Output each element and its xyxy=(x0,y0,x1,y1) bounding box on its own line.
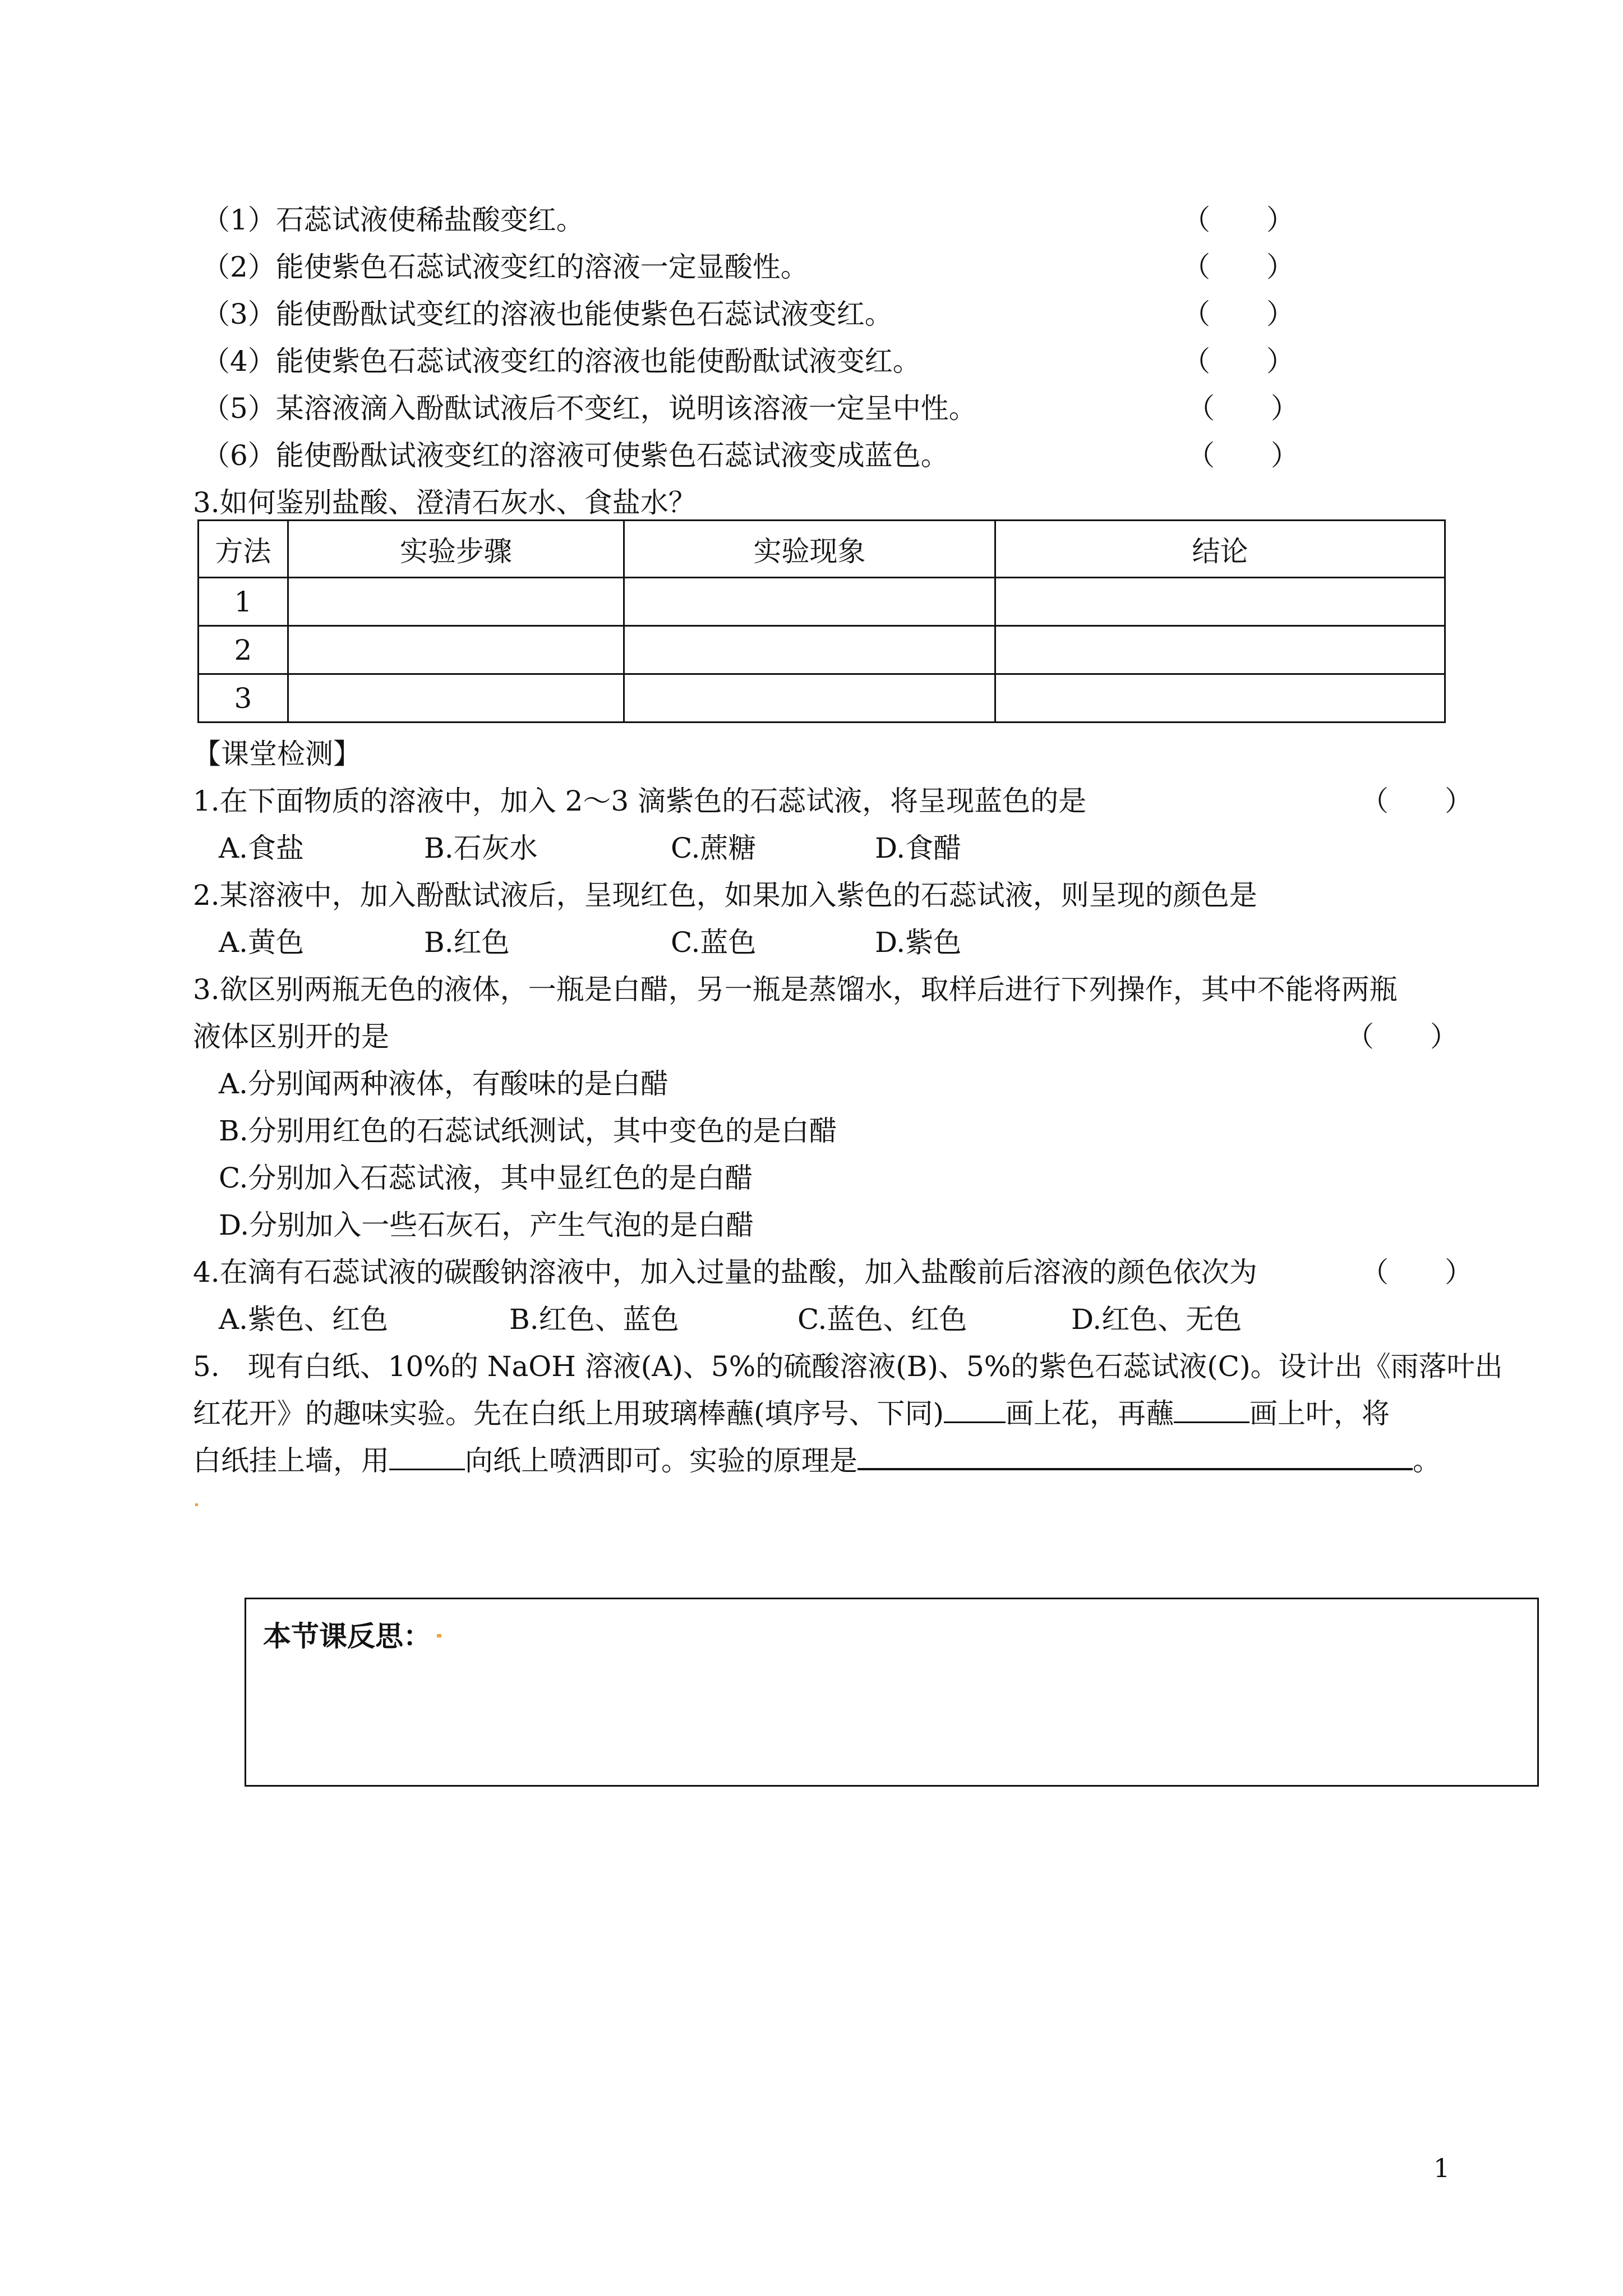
phenomenon-cell[interactable] xyxy=(624,578,995,626)
flower-reagent-blank[interactable] xyxy=(944,1397,1006,1423)
principle-blank[interactable] xyxy=(857,1443,1413,1470)
stray-dot xyxy=(195,1503,198,1506)
question-3-answer[interactable]: （ ） xyxy=(1346,1020,1458,1053)
judgment-answer-4[interactable]: （ ） xyxy=(1182,345,1294,378)
question-1-option-d[interactable]: D.食醋 xyxy=(875,832,962,864)
judgment-answer-6[interactable]: （ ） xyxy=(1187,439,1299,472)
question-4-text: 4.在滴有石蕊试液的碳酸钠溶液中，加入过量的盐酸，加入盐酸前后溶液的颜色依次为 xyxy=(193,1256,1257,1289)
conclusion-cell[interactable] xyxy=(995,626,1445,674)
judgment-item-5: （5）某溶液滴入酚酞试液后不变红，说明该溶液一定呈中性。 xyxy=(202,392,977,425)
reflection-box[interactable] xyxy=(245,1598,1539,1787)
question-2-option-d[interactable]: D.紫色 xyxy=(875,926,962,959)
judgment-answer-3[interactable]: （ ） xyxy=(1182,298,1294,330)
header-conclusion: 结论 xyxy=(995,521,1445,578)
judgment-item-3: （3）能使酚酞试变红的溶液也能使紫色石蕊试液变红。 xyxy=(202,298,893,330)
question-2-option-a[interactable]: A.黄色 xyxy=(219,926,305,959)
table-row xyxy=(199,578,1445,626)
question-3-option-d[interactable]: D.分别加入一些石灰石，产生气泡的是白醋 xyxy=(219,1209,754,1241)
question-3-option-b[interactable]: B.分别用红色的石蕊试纸测试，其中变色的是白醋 xyxy=(219,1115,837,1147)
question-4-option-d[interactable]: D.红色、无色 xyxy=(1071,1303,1242,1336)
question-4-option-c[interactable]: C.蓝色、红色 xyxy=(797,1303,967,1336)
question-5-line-2-part-b: 画上花，再蘸 xyxy=(1006,1397,1174,1430)
question-1-option-a[interactable]: A.食盐 xyxy=(219,832,305,864)
leaf-reagent-blank[interactable] xyxy=(1174,1397,1249,1423)
section-title: 【课堂检测】 xyxy=(193,738,361,770)
table-row xyxy=(199,626,1445,674)
q3-identify-title: 3.如何鉴别盐酸、澄清石灰水、食盐水？ xyxy=(193,486,697,519)
table-row xyxy=(199,674,1445,723)
conclusion-cell[interactable] xyxy=(995,674,1445,723)
question-5-line-3-part-c: 。 xyxy=(1413,1444,1441,1477)
judgment-item-2: （2）能使紫色石蕊试液变红的溶液一定显酸性。 xyxy=(202,251,809,283)
question-1-option-c[interactable]: C.蔗糖 xyxy=(671,832,757,864)
steps-cell[interactable] xyxy=(288,578,624,626)
question-5-text-line-1: 5. 现有白纸、10%的 NaOH 溶液(A)、5%的硫酸溶液(B)、5%的紫色石蕊试液(C)。设计出《雨落叶出 xyxy=(193,1350,1503,1383)
judgment-answer-1[interactable]: （ ） xyxy=(1182,204,1294,236)
phenomenon-cell[interactable] xyxy=(624,626,995,674)
stray-dot xyxy=(437,1634,441,1637)
phenomenon-cell[interactable] xyxy=(624,674,995,723)
question-3-option-c[interactable]: C.分别加入石蕊试液，其中显红色的是白醋 xyxy=(219,1162,753,1194)
header-method: 方法 xyxy=(199,521,288,578)
question-4-option-b[interactable]: B.红色、蓝色 xyxy=(509,1303,679,1336)
conclusion-cell[interactable] xyxy=(995,578,1445,626)
header-steps: 实验步骤 xyxy=(288,521,624,578)
judgment-answer-5[interactable]: （ ） xyxy=(1187,392,1299,425)
judgment-item-1: （1）石蕊试液使稀盐酸变红。 xyxy=(202,204,584,236)
question-5-text-line-2 xyxy=(193,1396,1390,1432)
question-5-line-3-part-a: 白纸挂上墙，用 xyxy=(193,1444,389,1477)
question-5-line-2-part-a: 红花开》的趣味实验。先在白纸上用玻璃棒蘸(填序号、下同) xyxy=(193,1397,944,1430)
row-number: 1 xyxy=(199,578,288,626)
question-2-option-b[interactable]: B.红色 xyxy=(424,926,510,959)
judgment-answer-2[interactable]: （ ） xyxy=(1182,251,1294,283)
question-2-option-c[interactable]: C.蓝色 xyxy=(671,926,757,959)
row-number: 3 xyxy=(199,674,288,723)
header-phenomenon: 实验现象 xyxy=(624,521,995,578)
page-number: 1 xyxy=(1433,2153,1450,2183)
question-4-answer[interactable]: （ ） xyxy=(1361,1256,1473,1289)
question-5-text-line-3 xyxy=(193,1443,1441,1479)
judgment-item-4: （4）能使紫色石蕊试液变红的溶液也能使酚酞试液变红。 xyxy=(202,345,921,378)
steps-cell[interactable] xyxy=(288,626,624,674)
question-5-line-3-part-b: 向纸上喷洒即可。实验的原理是 xyxy=(465,1444,857,1477)
question-2-text: 2.某溶液中，加入酚酞试液后，呈现红色，如果加入紫色的石蕊试液，则呈现的颜色是 xyxy=(193,879,1257,912)
question-1-answer[interactable]: （ ） xyxy=(1361,785,1473,817)
question-1-text: 1.在下面物质的溶液中，加入 2～3 滴紫色的石蕊试液，将呈现蓝色的是 xyxy=(193,785,1087,817)
question-1-option-b[interactable]: B.石灰水 xyxy=(424,832,538,864)
table-header-row xyxy=(199,521,1445,578)
question-5-line-2-part-c: 画上叶，将 xyxy=(1249,1397,1390,1430)
judgment-item-6: （6）能使酚酞试液变红的溶液可使紫色石蕊试液变成蓝色。 xyxy=(202,439,949,472)
spray-reagent-blank[interactable] xyxy=(389,1444,465,1470)
question-3-text-line-2: 液体区别开的是 xyxy=(193,1020,389,1053)
row-number: 2 xyxy=(199,626,288,674)
identification-table xyxy=(197,519,1446,723)
question-3-text-line-1: 3.欲区别两瓶无色的液体，一瓶是白醋，另一瓶是蒸馏水，取样后进行下列操作，其中不能将两瓶 xyxy=(193,973,1398,1006)
reflection-title: 本节课反思： xyxy=(263,1620,431,1653)
steps-cell[interactable] xyxy=(288,674,624,723)
question-3-option-a[interactable]: A.分别闻两种液体，有酸味的是白醋 xyxy=(219,1068,669,1100)
question-4-option-a[interactable]: A.紫色、红色 xyxy=(219,1303,389,1336)
